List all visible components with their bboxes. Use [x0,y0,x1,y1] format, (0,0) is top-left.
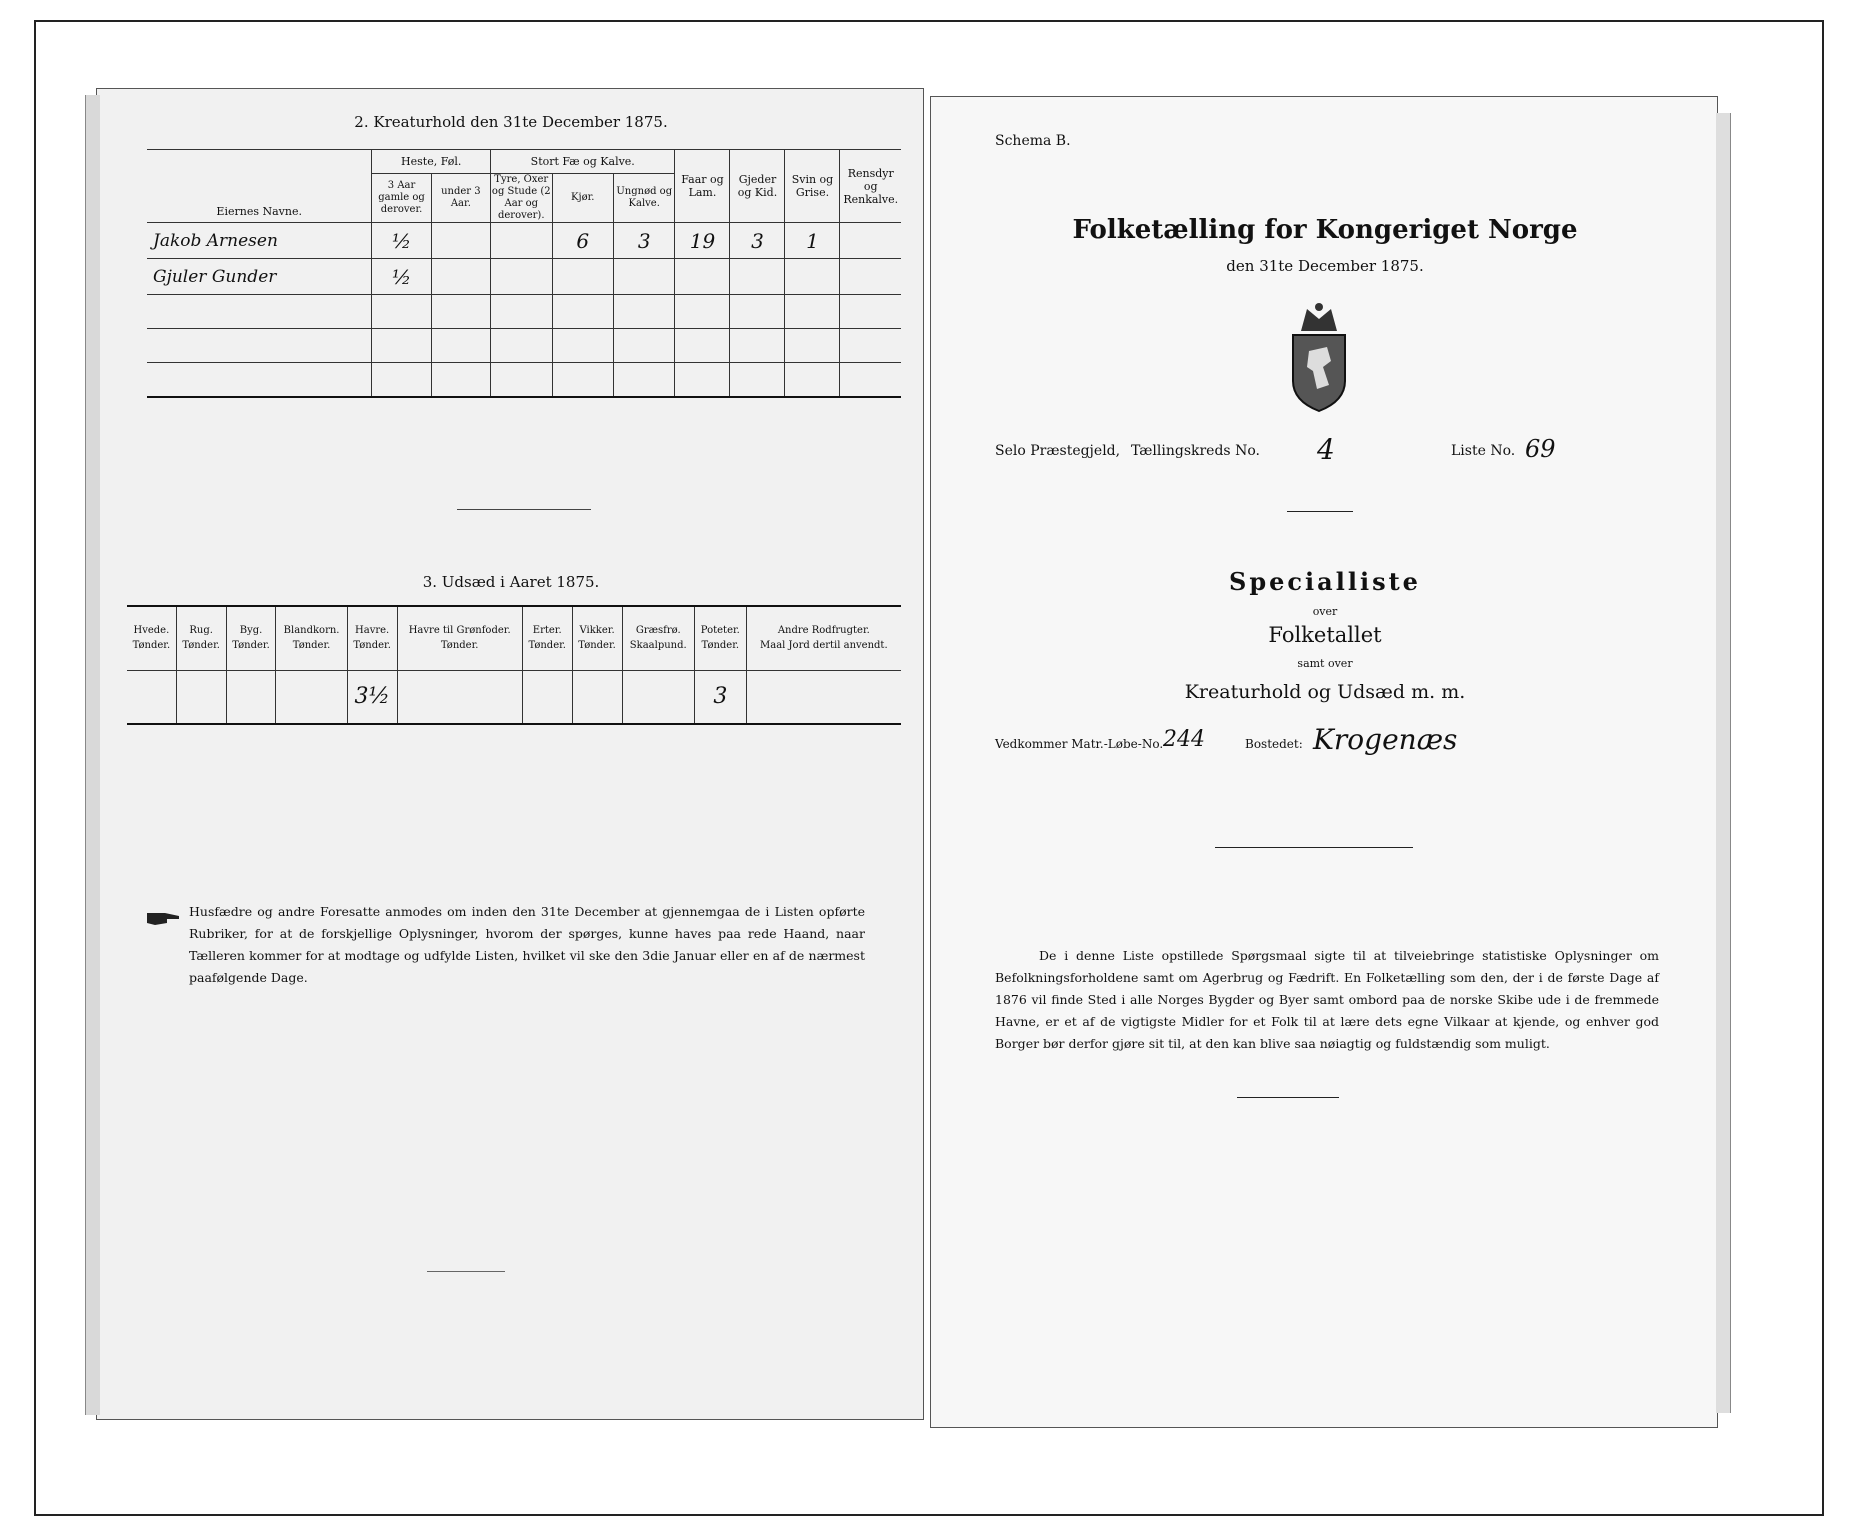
empty-cell [785,295,840,329]
seed-col-unit: Tønder. [701,639,740,651]
cell-svin [785,259,840,295]
empty-cell [372,329,431,363]
seed-col-unit: Tønder. [292,639,331,651]
cell-kjor: 6 [552,223,613,259]
notice-text: Husfædre og andre Foresatte anmodes om inden den 31te December at gjennemgaa de i Listen opførte Rubriker, for at de forskjellige Oplysninger, hvorom der spørges, kunne haves paa rede Haand, naar Tælleren kommer for at modtage og udfylde Listen, hvilket vil ske den 3die Januar eller en af de nærmest paafølgende Dage. [189,904,865,985]
empty-cell [785,329,840,363]
seed-col-name: Andre Rodfrugter. [777,624,870,636]
empty-cell [730,329,785,363]
seed-col-header [397,606,522,670]
seed-value-cell: 3 [695,670,747,724]
empty-cell [675,329,730,363]
seed-col-name: Rug. [189,624,213,636]
seed-col-unit: Tønder. [182,639,220,651]
prestegjeld-label: Selo Præstegjeld, [995,443,1121,459]
col-header-ungnod: Ungnød og Kalve. [613,174,674,223]
cell-heste-b [431,259,490,295]
seed-col-name: Vikker. [579,624,615,636]
end-rule [1237,1097,1339,1098]
cell-rensdyr [840,259,901,295]
cell-kjor [552,259,613,295]
seed-col-unit: Tønder. [440,639,479,651]
divider [1215,847,1413,848]
info-paragraph: De i denne Liste opstillede Spørgsmaal sigte til at tilveiebringe statistiske Oplysninger om Befolkningsforholdene samt om Agerbrug og Fædrift. En Folketælling som den, der i de første Dage af 1876 vil finde Sted i alle Norges Bygder og Byer samt ombord paa de norske Skibe ude i de fremmede Havne, er et af de vigtigste Midler for et Folk til at lære dets egne Vilkaar at kjende, og enhver god Borger bør derfor gjøre sit til, at den kan blive saa nøiagtig og fuldstændig som muligt. [995,948,1659,1051]
empty-cell [785,363,840,397]
livestock-table [147,149,901,398]
seed-value-cell [746,670,901,724]
specialliste-heading: Specialliste [1229,567,1421,596]
seed-col-name: Havre til Grønfoder. [408,624,511,636]
empty-cell [613,329,674,363]
divider [1287,511,1353,512]
seed-col-header [746,606,901,670]
seed-col-unit: Tønder. [578,639,616,651]
col-header-name: Eiernes Navne. [147,150,372,223]
seed-col-name: Hvede. [133,624,170,636]
cell-name: Jakob Arnesen [147,223,372,259]
seed-value-cell [276,670,347,724]
seed-value-cell [397,670,522,724]
col-header-stort: Stort Fæ og Kalve. [491,150,675,174]
seed-col-name: Blandkorn. [283,624,340,636]
seed-col-unit: Maal Jord dertil anvendt. [760,639,888,651]
cell-gjeder [730,259,785,295]
seed-col-header [226,606,276,670]
table-row [147,259,901,295]
schema-label: Schema B. [995,133,1071,149]
col-header-gjeder: Gjeder og Kid. [730,150,785,223]
table-row [147,295,901,329]
empty-cell [491,295,552,329]
seed-value-cell [226,670,276,724]
livestock-title: 2. Kreaturhold den 31te December 1875. [354,113,668,131]
seed-table [127,605,901,725]
seed-col-header [695,606,747,670]
cell-faar [675,259,730,295]
empty-cell [613,295,674,329]
table-row [147,223,901,259]
col-header-heste-b: under 3 Aar. [431,174,490,223]
seed-col-header [276,606,347,670]
left-page [96,88,924,1420]
empty-cell [147,329,372,363]
empty-cell [431,295,490,329]
col-header-heste-a: 3 Aar gamle og derover. [372,174,431,223]
seed-col-header [127,606,176,670]
empty-cell [552,329,613,363]
bosted-value: Krogenæs [1313,723,1458,756]
empty-cell [840,329,901,363]
empty-cell [730,295,785,329]
empty-cell [730,363,785,397]
col-header-heste: Heste, Føl. [372,150,491,174]
table-row [147,329,901,363]
krets-label: Tællingskreds No. [1131,443,1260,459]
bosted-label: Bostedet: [1245,737,1303,751]
seed-col-name: Erter. [532,624,562,636]
seed-value-cell [127,670,176,724]
seed-value-cell: 3½ [347,670,397,724]
liste-label: Liste No. [1451,443,1516,459]
seed-col-unit: Tønder. [528,639,566,651]
seed-col-unit: Tønder. [232,639,270,651]
col-header-svin: Svin og Grise. [785,150,840,223]
pointing-hand-icon [145,907,183,929]
matr-label: Vedkommer Matr.-Løbe-No. [995,737,1164,751]
krets-value: 4 [1317,433,1335,466]
empty-cell [840,363,901,397]
seed-col-unit: Skaalpund. [629,639,687,651]
seed-col-header [622,606,695,670]
cell-gjeder: 3 [730,223,785,259]
cell-ungnod: 3 [613,223,674,259]
seed-col-unit: Tønder. [132,639,171,651]
cell-heste-a: ½ [372,223,431,259]
cell-heste-a: ½ [372,259,431,295]
cell-svin: 1 [785,223,840,259]
seed-value-cell [176,670,226,724]
col-header-kjor: Kjør. [552,174,613,223]
cell-ungnod [613,259,674,295]
cell-tyre [491,259,552,295]
cell-heste-b [431,223,490,259]
right-page [930,96,1718,1428]
seed-value-cell [572,670,622,724]
table-row [147,363,901,397]
seed-col-name: Byg. [239,624,263,636]
short-rule [427,1271,505,1272]
kreaturhold-heading: Kreaturhold og Udsæd m. m. [1184,681,1466,703]
empty-cell [147,295,372,329]
col-header-faar: Faar og Lam. [675,150,730,223]
divider [457,509,591,510]
empty-cell [372,363,431,397]
seed-col-header [572,606,622,670]
folketallet-heading: Folketallet [1268,623,1382,647]
seed-value-cell [622,670,695,724]
empty-cell [147,363,372,397]
cell-name: Gjuler Gunder [147,259,372,295]
empty-cell [552,363,613,397]
cell-faar: 19 [675,223,730,259]
main-subtitle: den 31te December 1875. [1226,257,1424,275]
cell-rensdyr [840,223,901,259]
seed-col-header [176,606,226,670]
seed-col-name: Havre. [355,624,390,636]
seed-col-header [347,606,397,670]
empty-cell [491,329,552,363]
empty-cell [372,295,431,329]
main-title: Folketælling for Kongeriget Norge [1072,215,1578,245]
seed-col-name: Græsfrø. [635,624,681,636]
empty-cell [840,295,901,329]
seed-col-header [522,606,572,670]
matr-value: 244 [1163,727,1205,752]
empty-cell [613,363,674,397]
empty-cell [675,295,730,329]
empty-cell [431,363,490,397]
seed-title: 3. Udsæd i Aaret 1875. [422,573,600,591]
seed-col-name: Poteter. [700,624,740,636]
over-text: over [1312,605,1338,618]
liste-value: 69 [1525,435,1556,463]
seed-value-cell [522,670,572,724]
samt-over-text: samt over [1297,657,1353,670]
empty-cell [491,363,552,397]
empty-cell [552,295,613,329]
col-header-tyre: Tyre, Oxer og Stude (2 Aar og derover). [491,174,551,221]
seed-col-unit: Tønder. [353,639,391,651]
coat-of-arms-icon [1283,301,1355,413]
cell-tyre [491,223,552,259]
col-header-rensdyr: Rensdyr og Renkalve. [840,150,901,223]
empty-cell [431,329,490,363]
empty-cell [675,363,730,397]
